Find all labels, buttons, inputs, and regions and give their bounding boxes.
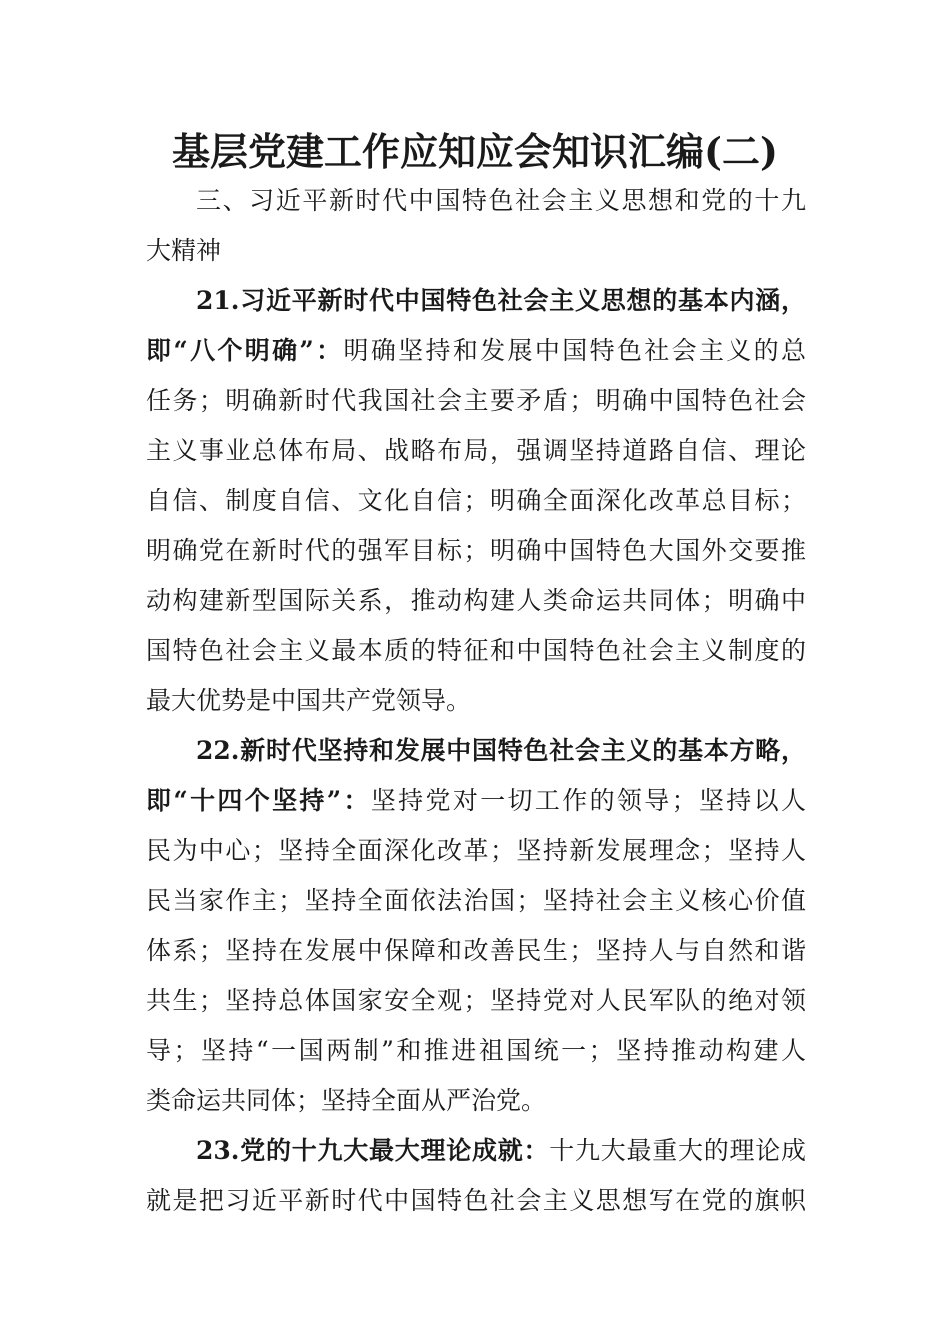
item22-line-1 (146, 776, 806, 826)
item21-text-1: 明确坚持和发展中国特色社会主义的总 (343, 336, 806, 365)
item23-bold-lead: 23.党的十九大最大理论成就： (196, 1136, 550, 1165)
item22-text-1: 坚持党对一切工作的领导；坚持以人 (370, 786, 806, 815)
item21-line-3: 主义事业总体布局、战略布局，强调坚持道路自信、理论 (146, 436, 806, 465)
item22-bold-head: 22.新时代坚持和发展中国特色社会主义的基本方略， (196, 736, 806, 765)
item23-text-1: 十九大最重大的理论成 (549, 1136, 806, 1165)
item21-line-2: 任务；明确新时代我国社会主要矛盾；明确中国特色社会 (146, 386, 806, 415)
item21-line-1 (146, 326, 806, 376)
item21-line-5: 明确党在新时代的强军目标；明确中国特色大国外交要推 (146, 536, 806, 565)
item21-line-7: 国特色社会主义最本质的特征和中国特色社会主义制度的 (146, 636, 806, 665)
item22-line-6: 导；坚持“一国两制”和推进祖国统一；坚持推动构建人 (146, 1036, 806, 1065)
item22-line-4: 体系；坚持在发展中保障和改善民生；坚持人与自然和谐 (146, 936, 806, 965)
document-title: 基层党建工作应知应会知识汇编(二) (172, 129, 778, 174)
item22-line-5: 共生；坚持总体国家安全观；坚持党对人民军队的绝对领 (146, 986, 806, 1015)
item21-line-8: 最大优势是中国共产党领导。 (146, 686, 472, 715)
item21-line-4: 自信、制度自信、文化自信；明确全面深化改革总目标； (146, 486, 806, 515)
item22-line-2: 民为中心；坚持全面深化改革；坚持新发展理念；坚持人 (146, 836, 806, 865)
item23-line-1 (196, 1126, 806, 1176)
item21-bold-lead: 即“八个明确”： (146, 336, 344, 365)
item22-line-7: 类命运共同体；坚持全面从严治党。 (146, 1086, 547, 1115)
item21-bold-head: 21.习近平新时代中国特色社会主义思想的基本内涵， (196, 286, 806, 315)
item22-bold-lead: 即“十四个坚持”： (146, 786, 371, 815)
item22-line-3: 民当家作主；坚持全面依法治国；坚持社会主义核心价值 (146, 886, 806, 915)
item21-line-6: 动构建新型国际关系，推动构建人类命运共同体；明确中 (146, 586, 806, 615)
item23-line-2: 就是把习近平新时代中国特色社会主义思想写在党的旗帜 (146, 1186, 806, 1215)
section-heading-line-2: 大精神 (146, 236, 222, 265)
section-heading-line-1: 三、习近平新时代中国特色社会主义思想和党的十九 (196, 186, 806, 215)
